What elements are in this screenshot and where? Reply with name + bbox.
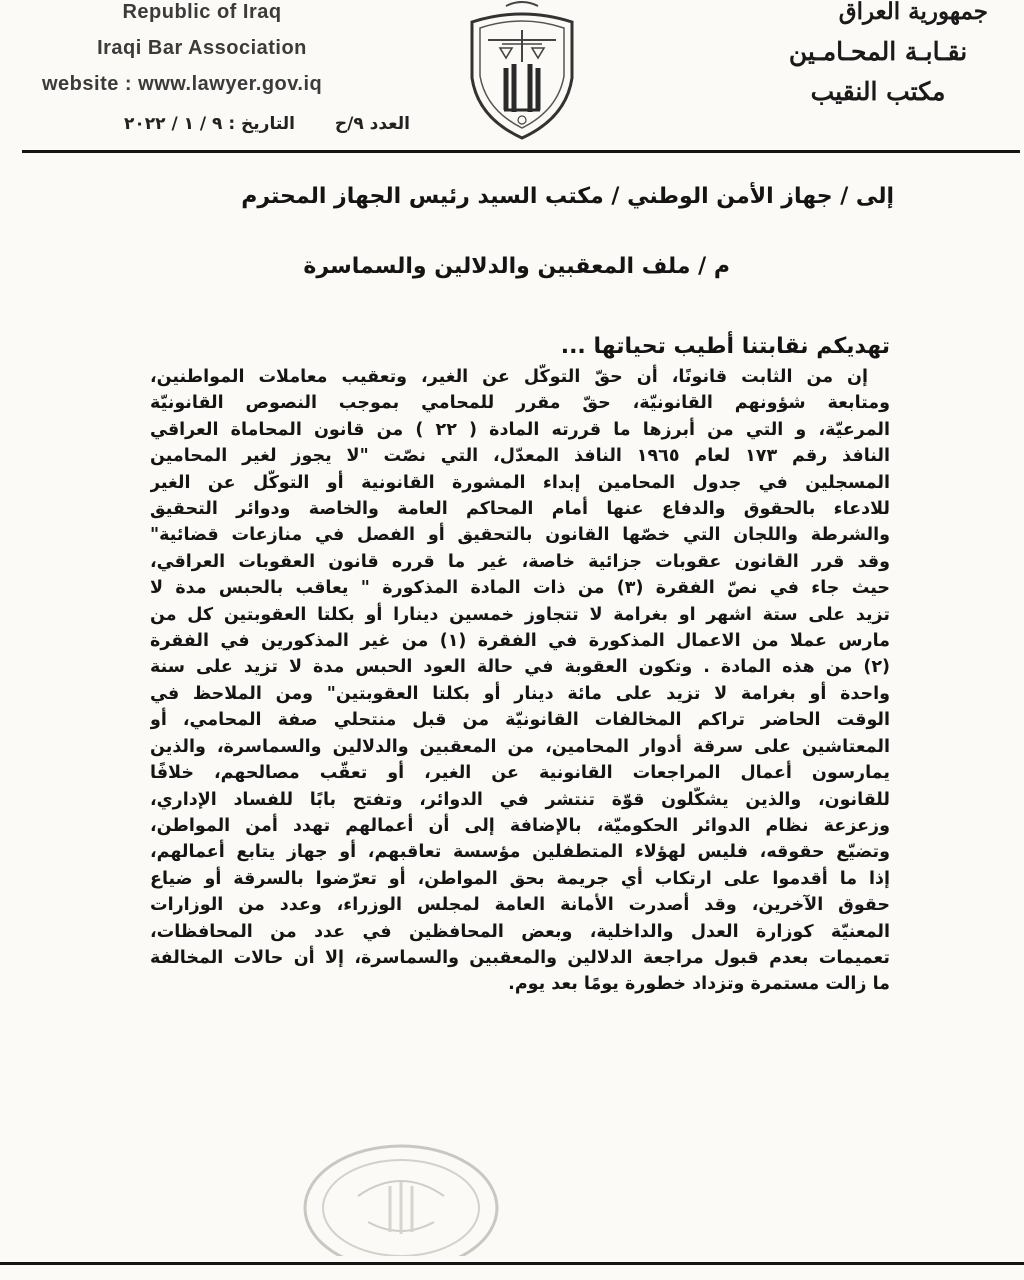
number-label: العدد bbox=[369, 114, 410, 134]
body-line: والشرطة واللجان التي خصّها القانون بالتحقيق أو الفصل في منازعات قضائية" bbox=[150, 525, 890, 546]
letter-greeting: تهديكم نقابتنا أطيب تحياتها ... bbox=[560, 334, 890, 359]
footer-divider bbox=[0, 1262, 1024, 1265]
body-line: ما زالت مستمرة وتزداد خطورة يومًا بعد يوم. bbox=[508, 974, 890, 995]
body-line: الوقت الحاضر تراكم المخالفات القانونيّة من قبل منتحلي صفة المحامي، أو bbox=[150, 710, 890, 731]
header-association-ar: نقـابـة المحـامـين bbox=[788, 37, 968, 66]
header-website: website : www.lawyer.gov.iq bbox=[42, 73, 323, 95]
body-line: وزعزعة نظام الدوائر الحكوميّة، بالإضافة إلى أن أعمالهم تهدد أمن المواطن، bbox=[150, 815, 890, 836]
header-country-ar: جمهورية العراق bbox=[838, 0, 988, 25]
body-line: للقانون، والذين يشكّلون قوّة تنتشر في الدوائر، وتفتح بابًا للفساد الإداري، bbox=[150, 789, 890, 810]
header-divider bbox=[22, 150, 1020, 153]
faint-seal-stamp-icon bbox=[298, 1136, 504, 1256]
header-association-en: Iraqi Bar Association bbox=[97, 37, 307, 59]
body-line: وتضيّع حقوقه، فليس لهؤلاء المتطفلين مؤسسة تعاقبهم، أو جهاز يتابع أعمالهم، bbox=[150, 842, 890, 863]
body-line: المرعيّة، و التي من أبرزها ما قررته المادة ( ٢٢ ) من قانون المحاماة العراقي bbox=[150, 419, 890, 440]
letter-addressee: إلى / جهاز الأمن الوطني / مكتب السيد رئيس الجهاز المحترم bbox=[241, 184, 894, 209]
body-line: وقد قرر القانون عقوبات جزائية خاصة، غير ما قرره قانون العقوبات العراقي، bbox=[150, 551, 890, 572]
reference-line: العدد ٩/ح التاريخ : ٩ / ١ / ٢٠٢٢ bbox=[124, 114, 410, 134]
body-line: حقوق الآخرين، وقد أصدرت الأمانة العامة لمجلس الوزراء، وعدد من الوزارات bbox=[150, 895, 890, 916]
body-line: المعتاشين على سرقة أدوار المحامين، من المعقبين والدلالين والسماسرة، والذين bbox=[150, 736, 890, 757]
body-line: تزيد على ستة اشهر او بغرامة لا تتجاوز خمسين دينارا أو بكلتا العقوبتين كل من bbox=[150, 604, 890, 625]
bar-association-emblem-icon bbox=[466, 0, 578, 142]
body-line: إن من الثابت قانونًا، أن حقّ التوكّل عن الغير، وتعقيب معاملات المواطنين، bbox=[150, 367, 868, 387]
body-line: واحدة أو بغرامة لا تزيد على مائة دينار أو بكلتا العقوبتين" ومن الملاحظ في bbox=[150, 683, 890, 704]
body-line: حيث جاء في نصّ الفقرة (٣) من ذات المادة المذكورة " يعاقب بالحبس مدة لا bbox=[150, 578, 890, 599]
letter-body bbox=[150, 364, 890, 998]
body-line: للادعاء بالحقوق والدفاع عنها أمام المحاكم العامة والخاصة ودوائر التحقيق bbox=[150, 499, 890, 520]
body-line: تعميمات بعدم قبول مراجعة الدلالين والمعقبين والسماسرة، إلا أن حالات المخالفة bbox=[150, 947, 890, 968]
header-country-en: Republic of Iraq bbox=[122, 1, 282, 23]
body-line: المعنيّة كوزارة العدل والداخلية، وبعض المحافظين في عدد من المحافظات، bbox=[150, 921, 890, 942]
letter-subject: م / ملف المعقبين والدلالين والسماسرة bbox=[303, 254, 730, 279]
header-office-ar: مكتب النقيب bbox=[810, 77, 946, 106]
body-line: يمارسون أعمال المراجعات القانونية عن الغير، أو تعقّب مصالحهم، خلافًا bbox=[150, 763, 890, 784]
body-line: ومتابعة شؤونهم القانونيّة، حقّ مقرر للمحامي بموجب النصوص القانونيّة bbox=[150, 393, 890, 414]
date-label: التاريخ bbox=[241, 114, 296, 134]
body-line: (٢) من هذه المادة . وتكون العقوبة في حالة العود الحبس مدة لا تزيد على سنة bbox=[150, 657, 890, 678]
body-line: النافذ رقم ١٧٣ لعام ١٩٦٥ النافذ المعدّل، التي نصّت "لا يجوز لغير المحامين bbox=[150, 446, 890, 467]
body-line: المسجلين في جدول المحامين إبداء المشورة القانونية أو التوكّل عن الغير bbox=[150, 472, 890, 493]
date-value: ٩ / ١ / ٢٠٢٢ bbox=[124, 114, 223, 134]
body-line: مارس عملا من الاعمال المذكورة في الفقرة (١) من غير المذكورين في الفقرة bbox=[150, 631, 890, 652]
number-value: ٩/ح bbox=[334, 114, 364, 134]
header-arabic bbox=[758, 0, 998, 112]
body-line: إذا ما أقدموا على ارتكاب أي جريمة بحق المواطن، أو تعرّضوا بالسرقة أو ضياع bbox=[150, 868, 890, 889]
header-english bbox=[42, 0, 352, 102]
